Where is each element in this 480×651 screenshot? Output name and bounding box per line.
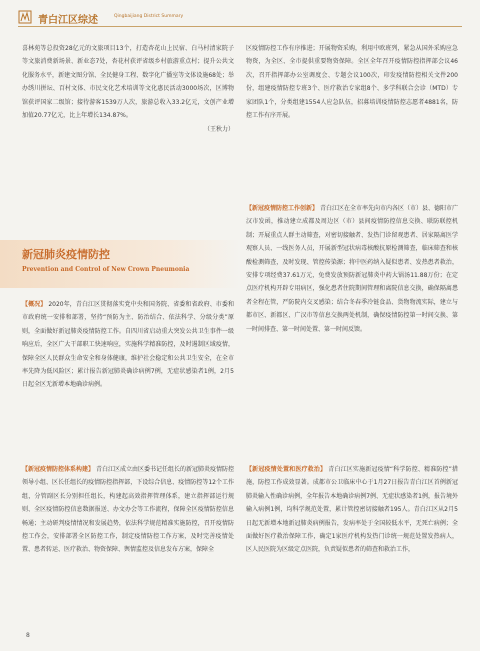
header-subtitle-en: Qingbaijiang District Summary xyxy=(114,14,184,19)
header-title: 青白江区综述 xyxy=(38,15,98,26)
intro-paragraph: 喜林苑等总投资28亿元的文旅项目13个，打造杏花山上民宿、白马村清家院子等文旅消费新场景、新业态7处，杏花村获评省级乡村旅游重点村；提升公共文化服务水平，新建文图分馆、全民健身工程、数字化广播室等文体设施68处；举办绣川拼坛、百村文体、市民文化艺术培训等文化惠民活动3000场次，区博物馆获评国家二级馆；接待游客1539万人次，旅游总收入33.2亿元，文创产业增加值20.77亿元，比上年增长134.87%。 xyxy=(22,45,234,120)
overview-block xyxy=(22,298,234,392)
logo-icon xyxy=(18,10,32,24)
treatment-paragraph xyxy=(246,463,458,557)
treatment-tag: 【新冠疫情处置和医疗救治】 xyxy=(246,466,327,473)
overview-tag: 【概况】 xyxy=(22,301,47,308)
author-signature: （王秋力） xyxy=(203,126,234,134)
section-title: 新冠肺炎疫情防控 xyxy=(22,248,110,261)
header-divider xyxy=(18,26,462,27)
innovation-paragraph xyxy=(246,202,458,336)
overview-text: 2020年，青白江区贯彻落实党中央和国务院、省委和省政府、市委和市政府统一安排和部署，坚持“预防为主、防治结合、依法科学、分级分类”原则，全面做好新冠肺炎疫情防控工作。自四川省启动重大突发公共卫生事件一级响应后，全区广大干部职工快速响应，实施科学精准防控，及时遏制区域疫情，保障全区人民群众生命安全和身体健康，维护社会稳定和公共卫生安全，在全市率先降为低风险区；累计报告新冠肺炎确诊病例7例，无症状感染者1例，2月5日起全区无新增本地确诊病例。 xyxy=(22,301,234,389)
system-build-block xyxy=(22,463,234,557)
system-build-text: 青白江区成立由区委书记任组长的新冠肺炎疫情防控领导小组、区长任组长的疫情防控指挥部，下设综合信息、疫情防控等12个工作组，分管副区长分别担任组长，构建起高效指挥管理体系，建立指挥部运行规则、全区疫情防控信息数据报送、办文办会等工作流程，保障全区疫情防控信息畅通；主动研判疫情情况和发展趋势，依法科学规范精准实施防控，召开疫情防控工作会，安排部署全区防控工作，制定疫情防控工作方案，及时完善疫情处置、患者转运、医疗救治、物资保障、舆情监控及信息发布方案，保障全 xyxy=(22,466,234,554)
right-top-block xyxy=(246,42,458,122)
section-banner xyxy=(0,240,240,288)
right-top-paragraph: 区疫情防控工作有序推进；开展物资采购，利用中欧班列，紧急从国外采购应急物资，为全区、全市提供重要物资保障。全区全年召开疫情防控指挥部会议46次，召开指挥部办公室调度会、专题会议100次，印发疫情防控相关文件200份，组建疫情防控专班3个、医疗救治专家组8个、多学科联合会诊（MTD）专家团队1个，分类组建1554人应急队伍，招募培训疫情防控志愿者4881名，防控工作有序开展。 xyxy=(246,45,458,120)
innovation-block xyxy=(246,202,458,336)
section-title-en: Prevention and Control of New Crown Pneumonia xyxy=(22,266,190,273)
overview-paragraph xyxy=(22,298,234,392)
system-build-tag: 【新冠疫情防控体系构建】 xyxy=(22,466,95,473)
treatment-text: 青白江区实施新冠疫情“科学防控、精准防控”措施，防控工作成效显著。成都市公卫临床中心于1月27日报告青白江区首例新冠肺炎输入性确诊病例，全年报告本地确诊病例7例、无症状感染者1例，报告境外输入病例1例，均科学规范处置，累计管控密切接触者195人。青白江区从2月5日起无新增本地新冠肺炎病例报告，发病率处于全国较低水平，无死亡病例；全面做好医疗救治保障工作，确定1家医疗机构发热门诊统一规范处置发热病人，区人民医院为区级定点医院，负责疑似患者的筛查和救治工作， xyxy=(246,466,458,554)
system-build-paragraph xyxy=(22,463,234,557)
left-intro-block xyxy=(22,42,234,133)
treatment-block xyxy=(246,463,458,557)
page-number: 8 xyxy=(26,632,30,639)
innovation-tag: 【新冠疫情防控工作创新】 xyxy=(246,205,319,212)
innovation-text: 青白江区在全市率先向市内各区（市）县、德阳市广汉市发函，推动建立成都及周边区（市）县间疫情防控信息交换、联防联控机制；开展重点人群主动筛查，对密切接触者、发热门诊留观患者、居家隔离医学观察人员、一线医务人员，开展新型冠状病毒核酸抗原检测筛查，临床筛查和核酸检测筛查，及时发现、管控传染源；将中医药纳入疑似患者、发热患者救治，安排专项经费37.61万元，免费发放预防新冠肺炎中药大锅汤11.88万份；在定点医疗机构开辟专用病区，强化患者住院期间管理和离院信息交换，确保隔离患者全程在管，严防院内交叉感染；结合冬春季冷链食品、货物物流实际，建立与都市区、新都区、广汉市等信息交换两处机制，确保疫情防控第一时间交换、第一时间排查、第一时间处置、第一时间反馈。 xyxy=(246,205,458,333)
